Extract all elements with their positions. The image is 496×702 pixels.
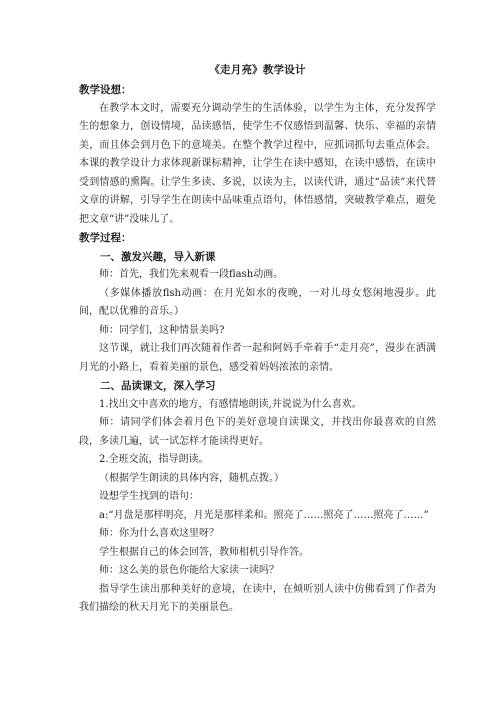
paragraph: 师：同学们，这种情景美吗? bbox=[99, 324, 225, 336]
step-heading-2: 二、品读课文，深入学习 bbox=[100, 380, 216, 392]
paragraph: a:“月盘是那样明亮，月光是那样柔和。照亮了……照亮了……照亮了……” bbox=[99, 509, 429, 521]
paragraph: （多媒体播放flsh动画：在月光如水的夜晚，一对儿母女悠闲地漫步。此间，配以优雅的音乐。） bbox=[79, 287, 436, 317]
paragraph: 这节课，就让我们再次随着作者一起和阿妈手牵着手“走月亮”，漫步在洒满月光的小路上，看着美丽的景色，感受着妈妈浓浓的亲情。 bbox=[79, 343, 436, 373]
paragraph: 师：你为什么喜欢这里呀？ bbox=[99, 528, 219, 539]
paragraph: 指导学生读出那种美好的意境，在读中，在倾听别人读中仿佛看到了作者为我们描绘的秋天月光下的美丽景色。 bbox=[79, 583, 436, 613]
paragraph: 2.全班交流，指导朗读。 bbox=[99, 454, 209, 465]
section-heading-process: 教学过程： bbox=[79, 232, 132, 244]
paragraph: 师：请同学们体会着月色下的美好意境自读课文，并找出你最喜欢的自然段，多读几遍，试一试怎样才能读得更好。 bbox=[79, 417, 436, 447]
paragraph: 设想学生找到的语句： bbox=[99, 491, 199, 502]
paragraph: （根据学生朗读的具体内容，随机点拨。） bbox=[99, 472, 284, 484]
section-heading-design-idea: 教学设想： bbox=[79, 84, 132, 96]
paragraph: 师：首先，我们先来观看一段flash动画。 bbox=[99, 269, 284, 280]
paragraph: 1.找出文中喜欢的地方，有感情地朗读,并说说为什么喜欢。 bbox=[99, 398, 362, 410]
paragraph: 师：这么美的景色你能给大家读一读吗？ bbox=[99, 565, 279, 576]
document-title: 《走月亮》教学设计 bbox=[209, 64, 306, 76]
paragraph: 学生根据自己的体会回答，教师相机引导作答。 bbox=[99, 546, 309, 558]
paragraph: 在教学本文时，需要充分调动学生的生活体验，以学生为主体，充分发挥学生的想象力，创设情境，品读感悟，使学生不仅感悟到温馨、快乐、幸福的亲情美，而且体会到月色下的意境美。在整个教学过程中，应抓词抓句去重点体会。本课的教学设计力求体现新课标精神，让学生在读中感知，在读中感悟，在读中受到情感的熏陶。让学生多读、多说，以读为主，以读代讲，通过“品读”来代替文章的讲解，引导学生在朗读中品味重点语句，体悟感情，突破教学难点，避免把文章“讲”没味儿了。 bbox=[79, 102, 436, 225]
step-heading-1: 一、激发兴趣，导入新课 bbox=[100, 250, 216, 263]
